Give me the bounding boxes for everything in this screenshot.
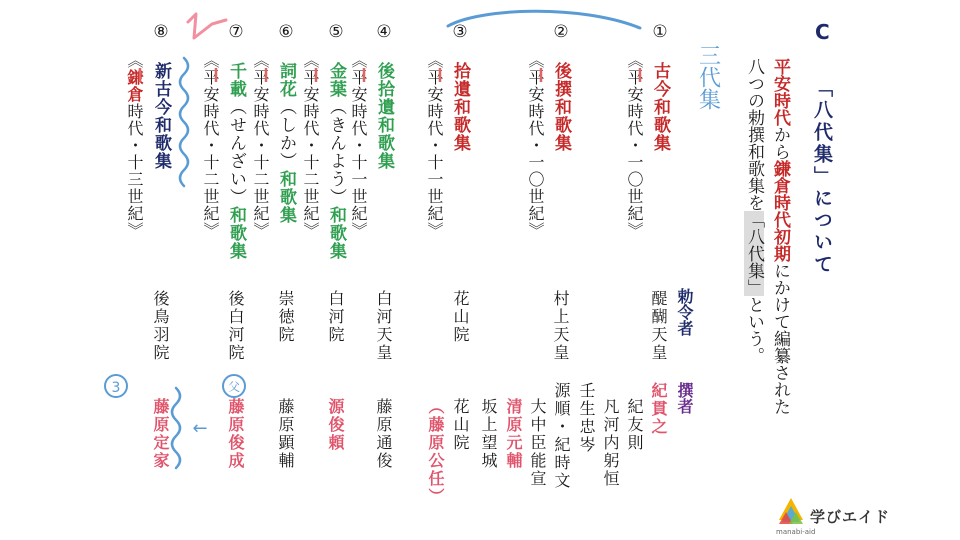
title-1: 古今和歌集 [650, 62, 670, 152]
period-5: 《平安時代・十二世紀》 [301, 52, 320, 239]
title-6 [277, 62, 294, 224]
compiler-7: 藤原俊成 [226, 398, 245, 470]
num-3: ③ [450, 22, 470, 42]
emperor-3: 花山院 [451, 290, 470, 344]
compiler-8: 藤原定家 [151, 398, 170, 470]
title-4: 後拾遺和歌集 [374, 62, 394, 170]
intro-start-2: 八つの勅撰和歌集を [744, 58, 764, 211]
compiler-1a: 紀貫之 [649, 382, 668, 436]
compiler-1c: 凡河内躬恒 [601, 398, 620, 488]
compiler-3b: （藤原公任） [426, 398, 445, 506]
label-emperor: 勅令者 [675, 288, 694, 336]
logo-small-text: manabi-aid [776, 528, 816, 536]
pink-check [188, 14, 226, 38]
compiler-2b: 大中臣能宣 [528, 398, 547, 488]
title-5-reading: （きんよう） [326, 98, 346, 206]
circle-father-label: 父 [227, 380, 241, 394]
emperor-2: 村上天皇 [551, 290, 570, 362]
title-7-reading: （せんざい） [226, 98, 246, 206]
logo-mark [776, 496, 806, 530]
period-8-red: 鎌倉 [125, 69, 144, 103]
compiler-1b: 紀友則 [625, 398, 644, 452]
blue-squiggle-top [180, 58, 188, 186]
title-7 [227, 62, 244, 260]
period-8 [126, 52, 142, 239]
blue-arc [448, 11, 640, 28]
title-8: 新古今和歌集 [151, 62, 171, 170]
compiler-1d: 壬生忠岑 [577, 382, 596, 454]
intro-red-2: 鎌倉時代初期 [770, 160, 790, 262]
title-6-name: 詞花 [276, 62, 296, 98]
compiler-2a: 源順・紀時文 [552, 382, 571, 490]
compiler-6: 藤原顕輔 [276, 398, 295, 470]
num-2: ② [551, 22, 571, 42]
intro-mid: から [770, 126, 790, 160]
num-8: ⑧ [151, 22, 171, 42]
period-1: 《平安時代・一〇世紀》 [625, 52, 644, 239]
emperor-4: 白河天皇 [374, 290, 393, 362]
emperor-7: 後白河院 [226, 290, 245, 362]
section-letter: C [815, 20, 830, 44]
title-5-name: 金葉 [326, 62, 346, 98]
compiler-4: 藤原通俊 [374, 398, 393, 470]
compiler-2d: 坂上望城 [479, 398, 498, 470]
compiler-2c: 清原元輔 [504, 398, 523, 470]
num-6: ⑥ [276, 22, 296, 42]
intro-line-2 [742, 58, 766, 364]
arrow-handwriting: ← [192, 418, 208, 439]
title-2: 後撰和歌集 [551, 62, 571, 152]
num-4: ④ [374, 22, 394, 42]
sandaishu-handwriting: 三代集 [695, 44, 721, 110]
intro-end-2: という。 [744, 296, 764, 364]
intro-red-1: 平安時代 [770, 58, 790, 126]
blue-squiggle-bottom [172, 388, 180, 468]
circle-3-label: 3 [111, 380, 121, 396]
title-7-suffix: 和歌集 [226, 206, 246, 260]
compiler-5: 源俊頼 [326, 398, 345, 452]
intro-end: にかけて編纂された [770, 262, 790, 415]
period-7: 《平安時代・十二世紀》 [201, 52, 220, 239]
num-5: ⑤ [326, 22, 346, 42]
emperor-6: 崇徳院 [276, 290, 295, 344]
title-5-suffix: 和歌集 [326, 206, 346, 260]
emperor-1: 醍醐天皇 [649, 290, 668, 362]
num-7: ⑦ [226, 22, 246, 42]
num-1: ① [650, 22, 670, 42]
period-8-open: 《 [125, 52, 144, 69]
period-8-rest: 時代・十三世紀》 [125, 103, 144, 239]
logo-text: 学びエイド [810, 508, 891, 526]
title-6-suffix: 和歌集 [276, 170, 296, 224]
emperor-5: 白河院 [326, 290, 345, 344]
period-3: 《平安時代・十一世紀》 [425, 52, 444, 239]
period-6: 《平安時代・十二世紀》 [251, 52, 270, 239]
emperor-8: 後鳥羽院 [151, 290, 170, 362]
intro-line-1 [768, 58, 792, 415]
circle-father [223, 375, 245, 397]
title-3: 拾遺和歌集 [450, 62, 470, 152]
title-6-reading: （しか） [276, 98, 296, 170]
title-5 [327, 62, 344, 260]
page-title: 「八代集」について [811, 78, 833, 276]
intro-highlight: 「八代集」 [744, 211, 764, 296]
compiler-3a: 花山院 [451, 398, 470, 452]
circle-3 [105, 375, 127, 397]
label-compiler: 撰者 [675, 382, 694, 414]
period-2: 《平安時代・一〇世紀》 [526, 52, 545, 239]
title-7-name: 千載 [226, 62, 246, 98]
period-4: 《平安時代・十一世紀》 [349, 52, 368, 239]
